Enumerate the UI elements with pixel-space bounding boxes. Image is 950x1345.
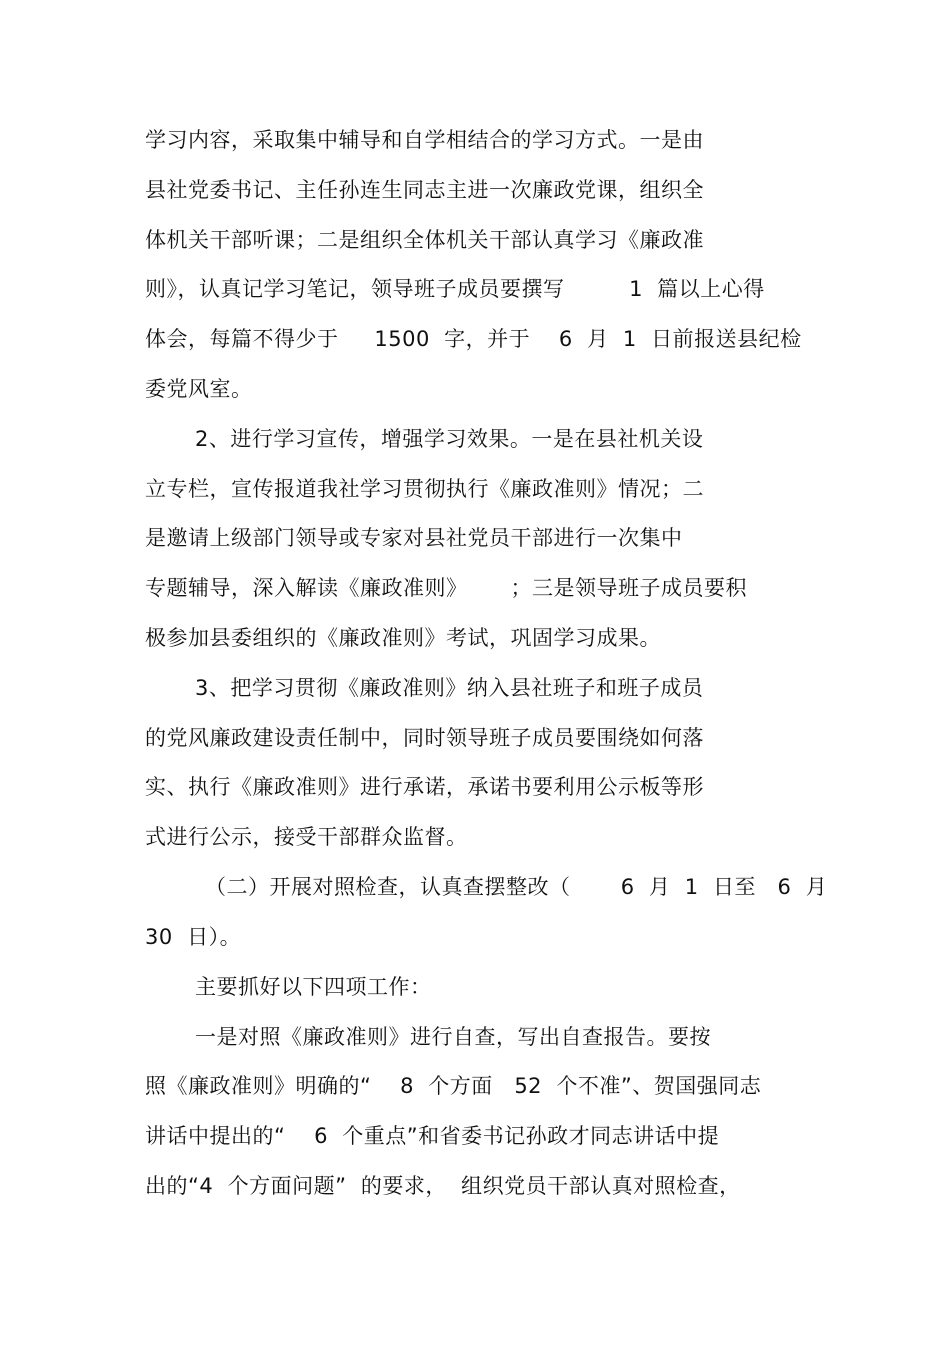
text-line: 照《廉政准则》明确的“ 8 个方面 52 个不准”、贺国强同志 [145, 1074, 762, 1098]
text-line: 一是对照《廉政准则》进行自查，写出自查报告。要按 [195, 1025, 711, 1049]
text-line: 出的“4 个方面问题” 的要求， 组织党员干部认真对照检查， [145, 1174, 741, 1198]
text-line: 体机关干部听课；二是组织全体机关干部认真学习《廉政准 [145, 228, 704, 252]
text-line: 实、执行《廉政准则》进行承诺，承诺书要利用公示板等形 [145, 775, 704, 799]
text-line: 则》，认真记学习笔记，领导班子成员要撰写 1 篇以上心得 [145, 277, 765, 301]
text-line: 体会，每篇不得少于 1500 字，并于 6 月 1 日前报送县纪检 [145, 327, 802, 351]
text-line: 式进行公示，接受干部群众监督。 [145, 825, 468, 849]
text-line: 的党风廉政建设责任制中，同时领导班子成员要围绕如何落 [145, 726, 704, 750]
text-line: 30 日）。 [145, 925, 242, 949]
text-line: 是邀请上级部门领导或专家对县社党员干部进行一次集中 [145, 526, 683, 550]
text-line: 2、进行学习宣传，增强学习效果。一是在县社机关设 [195, 427, 704, 451]
text-line: 专题辅导，深入解读《廉政准则》 ；三是领导班子成员要积 [145, 576, 748, 600]
text-line: 主要抓好以下四项工作： [195, 975, 432, 999]
text-line: 学习内容，采取集中辅导和自学相结合的学习方式。一是由 [145, 128, 704, 152]
text-line: 讲话中提出的“ 6 个重点”和省委书记孙政才同志讲话中提 [145, 1124, 720, 1148]
text-line: 极参加县委组织的《廉政准则》考试，巩固学习成果。 [145, 626, 661, 650]
text-line: 立专栏，宣传报道我社学习贯彻执行《廉政准则》情况；二 [145, 477, 704, 501]
text-line: （二）开展对照检查，认真查摆整改（ 6 月 1 日至 6 月 [205, 875, 828, 899]
text-line: 委党风室。 [145, 377, 253, 401]
text-line: 县社党委书记、主任孙连生同志主进一次廉政党课，组织全 [145, 178, 704, 202]
text-line: 3、把学习贯彻《廉政准则》纳入县社班子和班子成员 [195, 676, 704, 700]
